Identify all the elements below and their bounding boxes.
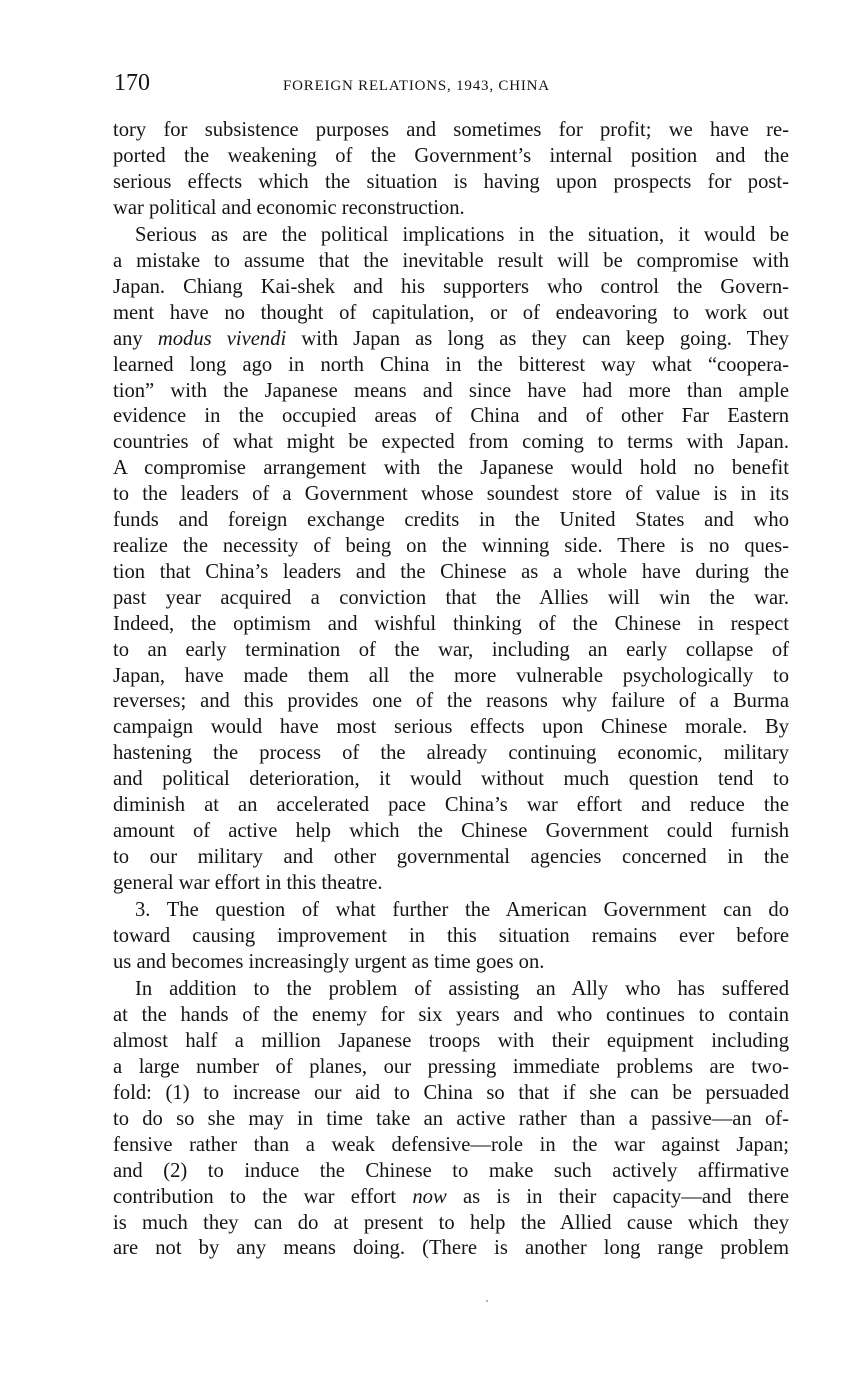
text-line: Serious as are the political implications in the situation, it would be: [135, 224, 789, 247]
text-line: ported the weakening of the Government’s internal position and the: [113, 144, 789, 167]
text-line: and political deterioration, it would without much question tend to: [113, 768, 789, 791]
text-line: toward causing improvement in this situation remains ever before: [113, 925, 789, 948]
text-line: Indeed, the optimism and wishful thinking of the Chinese in respect: [113, 612, 789, 635]
text-line: at the hands of the enemy for six years and who continues to contain: [113, 1004, 789, 1027]
text-line: fensive rather than a weak defensive—role in the war against Japan;: [113, 1133, 789, 1156]
text-line: 3. The question of what further the American Government can do: [135, 899, 789, 922]
italic-word: now: [412, 1185, 447, 1208]
text-line: Japan. Chiang Kai-shek and his supporters who control the Govern-: [113, 275, 789, 298]
running-head: FOREIGN RELATIONS, 1943, CHINA: [283, 78, 550, 94]
text-run: with Japan as long as they can keep going. They: [286, 327, 789, 350]
text-line: evidence in the occupied areas of China and of other Far Eastern: [113, 405, 789, 428]
text-line: realize the necessity of being on the winning side. There is no ques-: [113, 535, 789, 557]
paragraph: [113, 977, 789, 1262]
text-line: diminish at an accelerated pace China’s war effort and reduce the: [113, 794, 789, 817]
text-line: serious effects which the situation is having upon prospects for post-: [113, 170, 789, 193]
text-line: a mistake to assume that the inevitable result will be compromise with: [113, 250, 789, 273]
paragraph: [113, 223, 789, 897]
text-line: us and becomes increasingly urgent as time goes on.: [113, 951, 545, 973]
paragraph: [113, 118, 789, 222]
text-line: almost half a million Japanese troops with their equipment including: [113, 1030, 789, 1053]
text-run: any: [113, 327, 158, 350]
text-line: learned long ago in north China in the bitterest way what “coopera-: [113, 353, 789, 376]
text-line: A compromise arrangement with the Japanese would hold no benefit: [113, 457, 789, 480]
text-line: tory for subsistence purposes and sometimes for profit; we have re-: [113, 119, 789, 141]
text-line: to the leaders of a Government whose soundest store of value is in its: [113, 483, 789, 506]
text-line: [113, 1185, 789, 1211]
text-line: In addition to the problem of assisting an Ally who has suffered: [135, 978, 789, 1001]
text-line: past year acquired a conviction that the Allies will win the war.: [113, 586, 789, 609]
print-speck: [486, 1300, 488, 1302]
text-line: countries of what might be expected from coming to terms with Japan.: [113, 431, 789, 454]
text-line: are not by any means doing. (There is another long range problem: [113, 1237, 789, 1260]
page-number: 170: [114, 70, 150, 96]
text-line: to an early termination of the war, including an early collapse of: [113, 638, 789, 661]
text-line: a large number of planes, our pressing immediate problems are two-: [113, 1056, 789, 1079]
italic-phrase: modus vivendi: [157, 327, 287, 350]
text-line: Japan, have made them all the more vulnerable psychologically to: [113, 664, 789, 687]
text-line: reverses; and this provides one of the reasons why failure of a Burma: [113, 690, 789, 713]
text-line: to do so she may in time take an active rather than a passive—an of-: [113, 1107, 789, 1130]
text-line: fold: (1) to increase our aid to China so that if she can be persuaded: [113, 1082, 789, 1105]
text-line: to our military and other governmental agencies concerned in the: [113, 845, 789, 868]
text-line: war political and economic reconstruction.: [113, 196, 465, 219]
text-line: amount of active help which the Chinese Government could furnish: [113, 819, 789, 842]
text-line: hastening the process of the already continuing economic, military: [113, 742, 789, 765]
text-line: funds and foreign exchange credits in the United States and who: [113, 509, 789, 532]
text-run: contribution to the war effort: [113, 1185, 413, 1208]
text-line: campaign would have most serious effects upon Chinese morale. By: [113, 716, 789, 739]
text-line: and (2) to induce the Chinese to make such actively affirmative: [113, 1159, 789, 1182]
text-line: [113, 327, 789, 353]
text-line: general war effort in this theatre.: [113, 871, 383, 894]
text-line: is much they can do at present to help the Allied cause which they: [113, 1211, 789, 1234]
paragraph: [113, 898, 789, 976]
text-line: tion” with the Japanese means and since have had more than ample: [113, 379, 789, 402]
text-line: ment have no thought of capitulation, or of endeavoring to work out: [113, 301, 789, 324]
text-run: as is in their capacity—and there: [446, 1185, 789, 1208]
text-line: tion that China’s leaders and the Chinese as a whole have during the: [113, 560, 789, 583]
body-text: [113, 118, 789, 1262]
